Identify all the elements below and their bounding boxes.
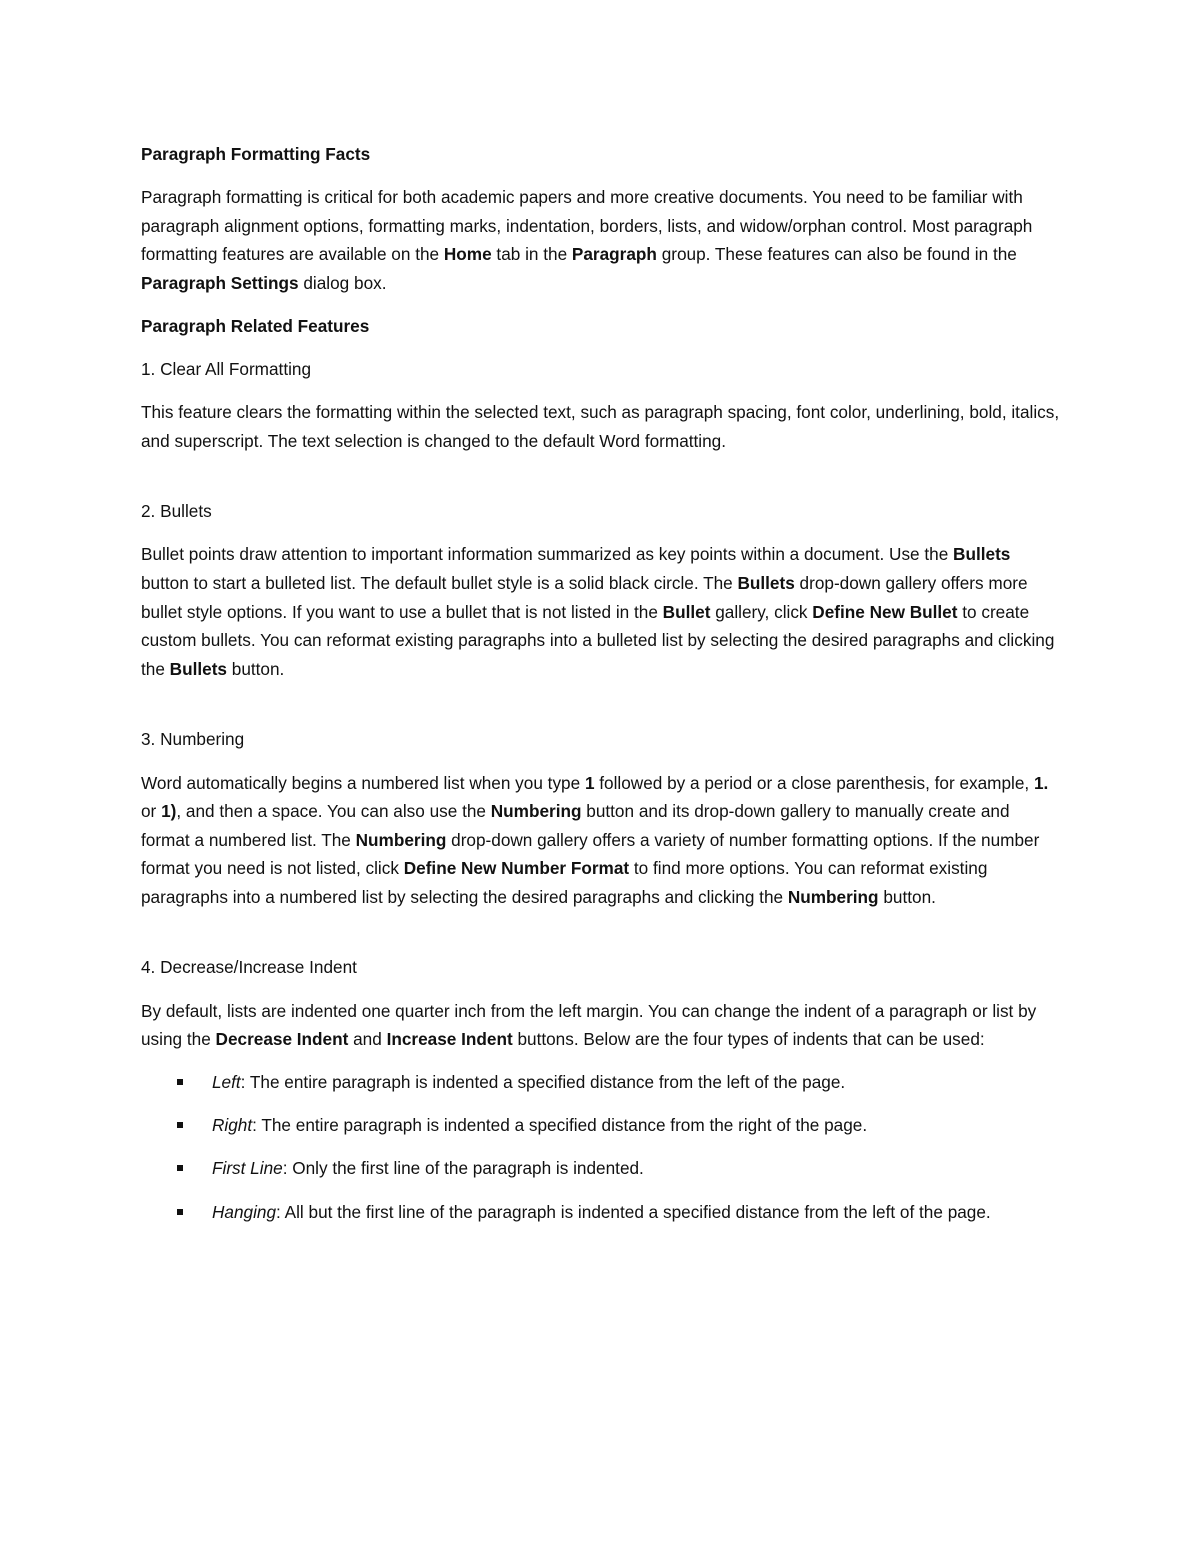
square-bullet-icon xyxy=(177,1209,183,1215)
bullets-paragraph: Bullet points draw attention to important information summarized as key points within a document. Use the Bullets button to start a bulleted list. The default bullet style is a solid black circle. The Bullets drop-down gallery offers more bullet style options. If you want to use a bullet that is not listed in the Bullet gallery, click Define New Bullet to create custom bullets. You can reformat existing paragraphs into a bulleted list by selecting the desired paragraphs and clicking the Bullets button. xyxy=(141,544,1055,679)
bullets-heading: 2. Bullets xyxy=(141,501,212,522)
indent-types-list xyxy=(141,1068,1061,1226)
related-features-heading: Paragraph Related Features xyxy=(141,315,370,336)
clear-formatting-paragraph: This feature clears the formatting within the selected text, such as paragraph spacing, font color, underlining, bold, italics, and superscript. The text selection is changed to the default Word formatting. xyxy=(141,402,1060,451)
document-title: Paragraph Formatting Facts xyxy=(141,144,371,164)
numbering-heading: 3. Numbering xyxy=(141,729,245,750)
indent-paragraph: By default, lists are indented one quarter inch from the left margin. You can change the indent of a paragraph or list by using the Decrease Indent and Increase Indent buttons. Below are the four types of indents that can be used: xyxy=(141,1000,1037,1050)
list-item: Right: The entire paragraph is indented a specified distance from the right of the page. xyxy=(141,1111,1061,1140)
list-item: Hanging: All but the first line of the paragraph is indented a specified distance from the left of the page. xyxy=(141,1198,1061,1227)
document-page xyxy=(141,140,1061,1226)
list-item: Left: The entire paragraph is indented a specified distance from the left of the page. xyxy=(141,1068,1061,1097)
intro-paragraph: Paragraph formatting is critical for both academic papers and more creative documents. You need to be familiar with paragraph alignment options, formatting marks, indentation, borders, lists, and widow/orphan control. Most paragraph formatting features are available on the Home tab in the Paragraph group. These features can also be found in the Paragraph Settings dialog box. xyxy=(141,187,1033,293)
clear-formatting-heading: 1. Clear All Formatting xyxy=(141,359,312,380)
numbering-paragraph: Word automatically begins a numbered list when you type 1 followed by a period or a close parenthesis, for example, 1. or 1), and then a space. You can also use the Numbering button and its drop-down gallery to manually create and format a numbered list. The Numbering drop-down gallery offers a variety of number formatting options. If the number format you need is not listed, click Define New Number Format to find more options. You can reformat existing paragraphs into a numbered list by selecting the desired paragraphs and clicking the Numbering button. xyxy=(141,772,1049,907)
square-bullet-icon xyxy=(177,1079,183,1085)
indent-heading: 4. Decrease/Increase Indent xyxy=(141,957,357,978)
square-bullet-icon xyxy=(177,1122,183,1128)
list-item: First Line: Only the first line of the paragraph is indented. xyxy=(141,1154,1061,1183)
square-bullet-icon xyxy=(177,1165,183,1171)
